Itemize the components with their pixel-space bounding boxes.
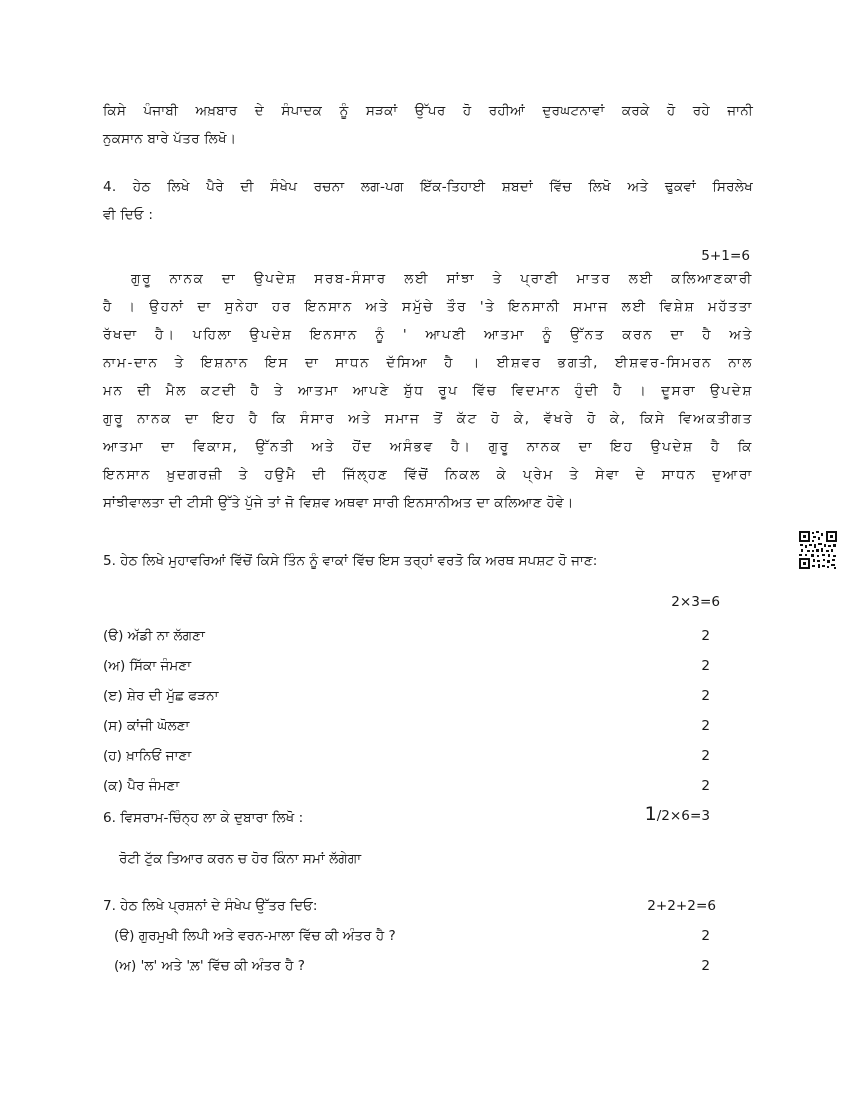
q4-instruction: [103, 173, 753, 229]
q7-item-marks: 2: [701, 928, 710, 944]
q7-instruction: 7. ਹੇਠ ਲਿਖੇ ਪ੍ਰਸ਼ਨਾਂ ਦੇ ਸੰਖੇਪ ਉੱਤਰ ਦਿਓ:: [103, 898, 318, 914]
idiom-marks: 2: [701, 748, 710, 764]
q4-passage: [103, 265, 753, 517]
q6-sentence: ਰੋਟੀ ਟੁੱਕ ਤਿਆਰ ਕਰਨ ਚ ਹੋਰ ਕਿੰਨਾ ਸਮਾਂ ਲੱਗੇਗਾ: [119, 851, 362, 867]
q5-marks: 2×3=6: [671, 594, 720, 610]
q6-marks-big: 1: [644, 803, 657, 825]
idiom-marks: 2: [701, 778, 710, 794]
intro-line-1: ਕਿਸੇ ਪੰਜਾਬੀ ਅਖ਼ਬਾਰ ਦੇ ਸੰਪਾਦਕ ਨੂੰ ਸੜਕਾਂ ਉੱਪਰ ਹੋ ਰਹੀਆਂ ਦੁਰਘਟਨਾਵਾਂ ਕਰਕੇ ਹੋ ਰਹੇ ਜਾਨੀ: [103, 103, 753, 119]
q4-marks: 5+1=6: [701, 248, 750, 264]
passage-line: ਇਨਸਾਨ ਖ਼ੁਦਗਰਜ਼ੀ ਤੇ ਹਉਮੈ ਦੀ ਜਿੱਲ੍ਹਣ ਵਿੱਚੋਂ ਨਿਕਲ ਕੇ ਪ੍ਰੇਮ ਤੇ ਸੇਵਾ ਦੇ ਸਾਧਨ ਦੁਆਰਾ: [103, 467, 753, 483]
passage-line: ਹੈ । ਉਹਨਾਂ ਦਾ ਸੁਨੇਹਾ ਹਰ ਇਨਸਾਨ ਅਤੇ ਸਮੁੱਚੇ ਤੌਰ 'ਤੇ ਇਨਸਾਨੀ ਸਮਾਜ ਲਈ ਵਿਸ਼ੇਸ਼ ਮਹੱਤਤਾ: [103, 299, 753, 315]
idiom-item: (ੲ) ਸ਼ੇਰ ਦੀ ਮੁੱਛ ਫੜਨਾ: [103, 688, 219, 704]
idiom-marks: 2: [701, 628, 710, 644]
q7-marks: 2+2+2=6: [647, 898, 716, 914]
idiom-marks: 2: [701, 688, 710, 704]
idiom-item: (ੳ) ਅੱਡੀ ਨਾ ਲੱਗਣਾ: [103, 628, 205, 644]
passage-line: ਮਨ ਦੀ ਮੈਲ ਕਟਦੀ ਹੈ ਤੇ ਆਤਮਾ ਆਪਣੇ ਸ਼ੁੱਧ ਰੂਪ ਵਿੱਚ ਵਿਦਮਾਨ ਹੁੰਦੀ ਹੈ । ਦੂਸਰਾ ਉਪਦੇਸ਼: [103, 383, 753, 399]
q7-item: (ਅ) 'ਲ' ਅਤੇ 'ਲ਼' ਵਿੱਚ ਕੀ ਅੰਤਰ ਹੈ ?: [114, 958, 305, 974]
passage-line: ਸਾਂਝੀਵਾਲਤਾ ਦੀ ਟੀਸੀ ਉੱਤੇ ਪੁੱਜੇ ਤਾਂ ਜੋ ਵਿਸ਼ਵ ਅਥਵਾ ਸਾਰੀ ਇਨਸਾਨੀਅਤ ਦਾ ਕਲਿਆਣ ਹੋਵੇ।: [103, 495, 574, 511]
passage-line: ਗੁਰੂ ਨਾਨਕ ਦਾ ਉਪਦੇਸ਼ ਸਰਬ-ਸੰਸਾਰ ਲਈ ਸਾਂਝਾ ਤੇ ਪ੍ਰਾਣੀ ਮਾਤਰ ਲਈ ਕਲਿਆਣਕਾਰੀ: [131, 271, 753, 287]
intro-line-2: ਨੁਕਸਾਨ ਬਾਰੇ ਪੱਤਰ ਲਿਖੋ।: [103, 131, 237, 147]
intro-question: [103, 97, 753, 153]
q5-instruction: 5. ਹੇਠ ਲਿਖੇ ਮੁਹਾਵਰਿਆਂ ਵਿੱਚੋਂ ਕਿਸੇ ਤਿੰਨ ਨੂੰ ਵਾਕਾਂ ਵਿੱਚ ਇਸ ਤਰ੍ਹਾਂ ਵਰਤੋ ਕਿ ਅਰਥ ਸਪਸ਼ਟ ਹੋ ਜਾਣ:: [103, 553, 598, 569]
q4-line-2: ਵੀ ਦਿਓ :: [103, 207, 154, 223]
q4-line-1: 4. ਹੇਠ ਲਿਖੇ ਪੈਰੇ ਦੀ ਸੰਖੇਪ ਰਚਨਾ ਲਗ-ਪਗ ਇੱਕ-ਤਿਹਾਈ ਸ਼ਬਦਾਂ ਵਿੱਚ ਲਿਖੋ ਅਤੇ ਢੁਕਵਾਂ ਸਿਰਲੇਖ: [103, 179, 753, 195]
passage-line: ਗੁਰੂ ਨਾਨਕ ਦਾ ਇਹ ਹੈ ਕਿ ਸੰਸਾਰ ਅਤੇ ਸਮਾਜ ਤੋਂ ਕੱਟ ਹੋ ਕੇ, ਵੱਖਰੇ ਹੋ ਕੇ, ਕਿਸੇ ਵਿਅਕਤੀਗਤ: [103, 411, 753, 427]
passage-line: ਆਤਮਾ ਦਾ ਵਿਕਾਸ, ਉੱਨਤੀ ਅਤੇ ਹੋਂਦ ਅਸੰਭਵ ਹੈ। ਗੁਰੂ ਨਾਨਕ ਦਾ ਇਹ ਉਪਦੇਸ਼ ਹੈ ਕਿ: [103, 439, 753, 455]
idiom-item: (ਅ) ਸਿੱਕਾ ਜੰਮਣਾ: [103, 658, 192, 674]
q6-marks-rest: /2×6=3: [656, 808, 710, 824]
q6-instruction: 6. ਵਿਸਰਾਮ-ਚਿੰਨ੍ਹ ਲਾ ਕੇ ਦੁਬਾਰਾ ਲਿਖੋ :: [103, 810, 304, 826]
idiom-item: (ਸ) ਕਾਂਜੀ ਘੋਲਣਾ: [103, 718, 190, 734]
q7-item: (ੳ) ਗੁਰਮੁਖੀ ਲਿਪੀ ਅਤੇ ਵਰਨ-ਮਾਲਾ ਵਿੱਚ ਕੀ ਅੰਤਰ ਹੈ ?: [114, 928, 396, 944]
q6-marks: [600, 804, 710, 826]
idiom-marks: 2: [701, 718, 710, 734]
passage-line: ਨਾਮ-ਦਾਨ ਤੇ ਇਸ਼ਨਾਨ ਇਸ ਦਾ ਸਾਧਨ ਦੱਸਿਆ ਹੈ । ਈਸ਼ਵਰ ਭਗਤੀ, ਈਸ਼ਵਰ-ਸਿਮਰਨ ਨਾਲ: [103, 355, 753, 371]
passage-line: ਰੱਖਦਾ ਹੈ। ਪਹਿਲਾ ਉਪਦੇਸ਼ ਇਨਸਾਨ ਨੂੰ ' ਆਪਣੀ ਆਤਮਾ ਨੂੰ ਉੱਨਤ ਕਰਨ ਦਾ ਹੈ ਅਤੇ: [103, 327, 753, 343]
idiom-item: (ਹ) ਖ਼ਾਨਿਓਂ ਜਾਣਾ: [103, 748, 192, 764]
qr-code: [798, 530, 838, 570]
idiom-item: (ਕ) ਪੈਰ ਜੰਮਣਾ: [103, 778, 180, 794]
idiom-marks: 2: [701, 658, 710, 674]
q7-item-marks: 2: [701, 958, 710, 974]
